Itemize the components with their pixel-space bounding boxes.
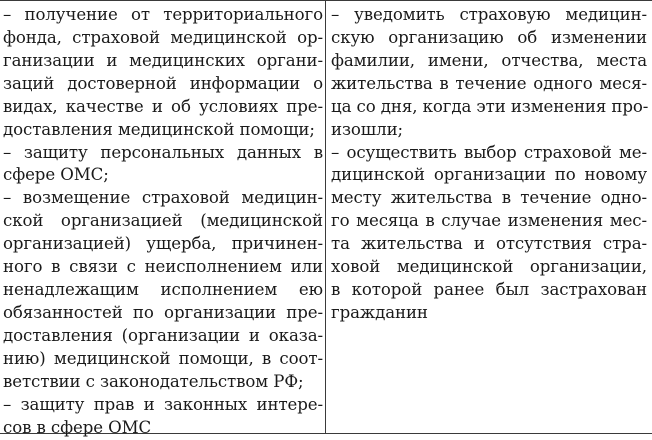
text-line: – осуществить выбор страховой ме- — [331, 142, 647, 162]
text-line: организацией) ущерба, причинен- — [3, 234, 323, 254]
text-line: фонда, страховой медицинской ор- — [3, 27, 323, 47]
text-line: та жительства и отсутствия стра- — [331, 234, 647, 254]
left-column-rights — [3, 4, 323, 440]
text-line: сфере ОМС; — [3, 165, 109, 185]
text-line: го месяца в случае изменения мес- — [331, 211, 647, 231]
text-line: скую организацию об изменении — [331, 27, 647, 47]
text-line: ганизации и медицинских органи- — [3, 50, 323, 70]
text-line: заций достоверной информации о — [3, 73, 323, 93]
text-line: сов в сфере ОМС — [3, 417, 152, 437]
text-line: – получение от территориального — [3, 5, 323, 24]
text-line: гражданин — [331, 302, 428, 322]
text-line: месту жительства в течение одно- — [331, 188, 647, 208]
text-line: ской организацией (медицинской — [3, 211, 323, 231]
text-line: жительства в течение одного меся- — [331, 73, 647, 93]
text-line: доставления (организации и оказа- — [3, 325, 323, 345]
column-divider — [325, 1, 326, 433]
text-line: ненадлежащим исполнением ею — [3, 280, 323, 300]
text-line: видах, качестве и об условиях пре- — [3, 96, 323, 116]
text-line: – возмещение страховой медицин- — [3, 188, 323, 208]
text-line: фамилии, имени, отчества, места — [331, 50, 647, 70]
text-line: обязанностей по организации пре- — [3, 302, 323, 322]
text-line: в которой ранее был застрахован — [331, 280, 647, 300]
text-line: ховой медицинской организации, — [331, 257, 647, 277]
text-line: ного в связи с неисполнением или — [3, 257, 323, 277]
right-column-obligations — [331, 4, 647, 325]
text-line: доставления медицинской помощи; — [3, 119, 315, 139]
text-line: нию) медицинской помощи, в соот- — [3, 348, 323, 368]
text-line: ветствии с законодательством РФ; — [3, 371, 304, 391]
text-line: – защиту прав и законных интере- — [3, 394, 323, 414]
text-line: ца со дня, когда эти изменения про- — [331, 96, 649, 116]
text-line: дицинской организации по новому — [331, 165, 647, 185]
text-line: изошли; — [331, 119, 404, 139]
text-line: – уведомить страховую медицин- — [331, 5, 647, 24]
text-line: – защиту персональных данных в — [3, 142, 323, 162]
